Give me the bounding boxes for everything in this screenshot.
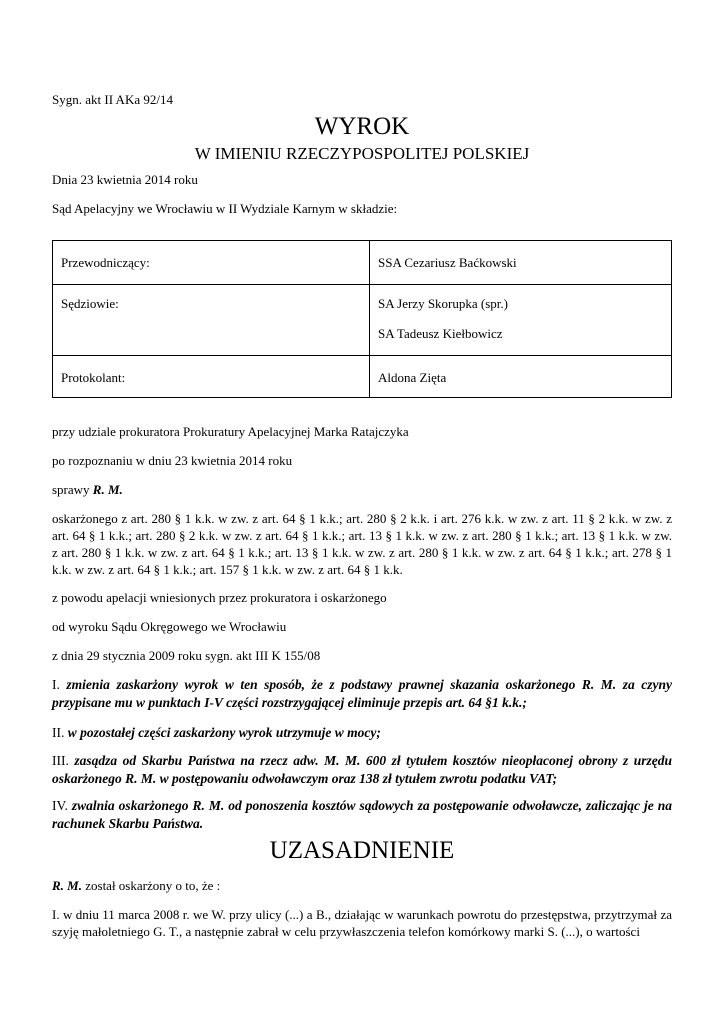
- justification-intro: [52, 878, 220, 894]
- ruling-item: [52, 724, 672, 742]
- justification-heading: UZASADNIENIE: [269, 837, 455, 864]
- justification-paragraph: I. w dniu 11 marca 2008 r. we W. przy ulicy (...) a B., działając w warunkach powrotu do przestępstwa, przytrzymał za szyję małoletniego G. T., a następnie zabrał w celu przywłaszczenia telefon komórkowy marki S. (...), o wartości: [52, 907, 672, 939]
- ruling-text: zwalnia oskarżonego R. M. od ponoszenia kosztów sądowych za postępowanie odwoławcze, zaliczając je na rachunek Skarbu Państwa.: [52, 798, 673, 831]
- ruling-item: [52, 752, 672, 787]
- judge-name: SA Tadeusz Kiełbowicz: [378, 326, 503, 341]
- case-of-prefix: sprawy: [52, 482, 90, 497]
- judge-name: SA Jerzy Skorupka (spr.): [378, 296, 508, 311]
- ruling-text: zasądza od Skarbu Państwa na rzecz adw. M. M. 600 zł tytułem kosztów nieopłaconej obrony z urzędu oskarżonego R. M. w postępowaniu odwoławczym oraz 138 zł tytułem zwrotu podatku VAT;: [52, 753, 672, 786]
- clerk-value: Aldona Zięta: [370, 356, 672, 398]
- table-row: [53, 356, 672, 398]
- prosecutor-line: przy udziale prokuratora Prokuratury Apelacyjnej Marka Ratajczyka: [52, 424, 409, 439]
- ruling-number: III.: [52, 753, 69, 768]
- judges-label: Sędziowie:: [53, 285, 370, 356]
- clerk-label: Protokolant:: [53, 356, 370, 398]
- case-of-line: [52, 482, 123, 498]
- ruling-item: [52, 676, 672, 711]
- judgment-source-line: od wyroku Sądu Okręgowego we Wrocławiu: [52, 619, 287, 634]
- table-row: [53, 285, 672, 356]
- hearing-line: po rozpoznaniu w dniu 23 kwietnia 2014 roku: [52, 453, 293, 468]
- ruling-number: II.: [52, 725, 65, 740]
- charges-paragraph: oskarżonego z art. 280 § 1 k.k. w zw. z art. 64 § 1 k.k.; art. 280 § 2 k.k. i art. 276 k.k. w zw. z art. 11 § 2 k.k. w zw. z art. 64 § 1 k.k.; art. 280 § 2 k.k. w zw. z art. 64 § 1 k.k.; art. 13 § 1 k.k. w zw. z art. 280 § 1 k.k.; art. 13 § 1 k.k. w zw. z art. 280 § 1 k.k. w zw. z art. 64 § 1 k.k.; art. 13 § 1 k.k. w zw. z art. 280 § 1 k.k. w zw. z art. 64 § 1 k.k.; art. 278 § 1 k.k. w zw. z art. 64 § 1 k.k.; art. 157 § 1 k.k. w zw. z art. 64 § 1 k.k.: [52, 511, 672, 577]
- defendant-name: R. M.: [92, 482, 123, 497]
- ruling-text: zmienia zaskarżony wyrok w ten sposób, że z podstawy prawnej skazania oskarżonego R. M. za czyny przypisane mu w punktach I-V części rozstrzygającej eliminuje przepis art. 64 §1 k.k.;: [52, 677, 672, 710]
- judgment-heading: WYROK: [314, 113, 410, 140]
- defendant-name: R. M.: [52, 878, 82, 893]
- ruling-number: I.: [52, 677, 60, 692]
- table-row: [53, 241, 672, 285]
- court-composition-intro: Sąd Apelacyjny we Wrocławiu w II Wydziale Karnym w składzie:: [52, 201, 398, 216]
- case-number: Sygn. akt II AKa 92/14: [52, 92, 173, 107]
- court-composition-table: [52, 240, 672, 398]
- appeals-line: z powodu apelacji wniesionych przez prokuratora i oskarżonego: [52, 590, 387, 605]
- ruling-text: w pozostałej części zaskarżony wyrok utrzymuje w mocy;: [67, 725, 381, 740]
- judgment-subheading: W IMIENIU RZECZYPOSPOLITEJ POLSKIEJ: [194, 144, 530, 163]
- ruling-number: IV.: [52, 798, 68, 813]
- judges-value: [370, 285, 672, 356]
- presiding-value: SSA Cezariusz Baćkowski: [370, 241, 672, 285]
- judgment-source-date: z dnia 29 stycznia 2009 roku sygn. akt III K 155/08: [52, 648, 321, 663]
- justification-intro-text: został oskarżony o to, że :: [85, 878, 221, 893]
- ruling-item: [52, 797, 672, 832]
- presiding-label: Przewodniczący:: [53, 241, 370, 285]
- judgment-date: Dnia 23 kwietnia 2014 roku: [52, 172, 198, 187]
